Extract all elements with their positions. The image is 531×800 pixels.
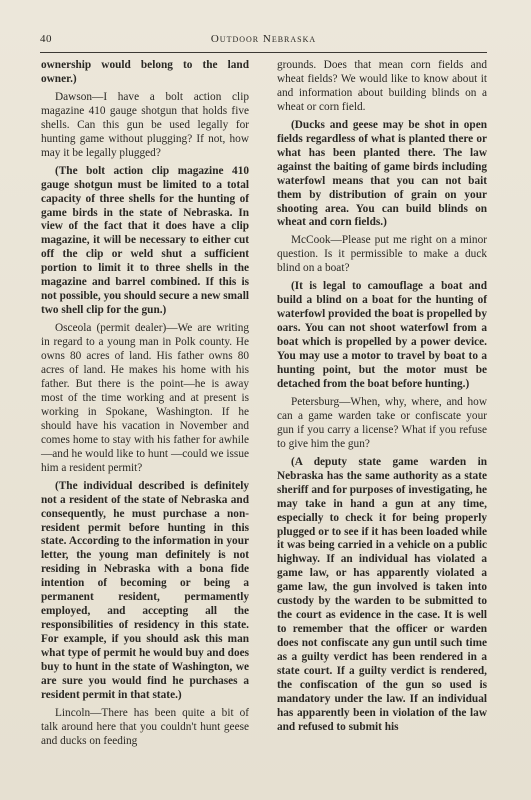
reader-question: Osceola (permit dealer)—We are writing in regard to a young man in Polk county. He owns 80 acres of land. His father owns 80 acres of land. He makes his home with his father. But there is the point—he is away most of the time working and at present is working in Spokane, Washington. If he should have his vacation in November and comes home to stay with his father for awhile—and he would like to hunt —could we issue him a resident permit? <box>41 322 249 474</box>
reader-question: Petersburg—When, why, where, and how can a game warden take or confiscate your gun if you carry a license? What if you refuse to give him the gun? <box>277 395 487 450</box>
left-column <box>41 59 249 749</box>
editor-answer: (The bolt action clip magazine 410 gauge shotgun must be limited to a total capacity of three shells for the hunting of game birds in the state of Nebraska. In view of the fact that it does have a clip magazine, it will be necessary to either cut off the clip or weld shut a sufficient portion to limit it to three shells in the magazine and barrel combined. If this is not possible, you should secure a new small two shell clip for the gun.) <box>41 164 249 317</box>
reader-question: Dawson—I have a bolt action clip magazine 410 gauge shotgun that holds five shells. Can this gun be used legally for hunting game without plugging? If not, how may it be legally plugged? <box>41 90 249 159</box>
page-header <box>40 33 487 51</box>
running-title: Outdoor Nebraska <box>210 33 317 45</box>
editor-answer: (The individual described is definitely not a resident of the state of Nebraska and consequently, he must purchase a non-resident permit before hunting in this state. According to the information in your letter, the young man definitely is not residing in Nebraska with a bona fide intention of becoming or being a permanent resident, permamently employed, and accepting all the responsibilities of residency in this state. For example, if you should ask this man what type of permit he would buy and does buy to hunt in the state of Washington, we are sure you would find he purchases a resident permit in that state.) <box>41 479 249 701</box>
reader-question: Lincoln—There has been quite a bit of talk around here that you couldn't hunt geese and ducks on feeding <box>41 706 249 747</box>
reader-question: grounds. Does that mean corn fields and wheat fields? We would like to know about it and information about building blinds on a wheat or corn field. <box>277 59 487 113</box>
right-column <box>277 59 487 735</box>
editor-answer: (Ducks and geese may be shot in open fields regardless of what is planted there or what has been planted there. The law against the baiting of game birds including waterfowl means that you can not bait them by distribution of grain on your shooting area. You can build blinds on wheat and corn fields.) <box>277 118 487 229</box>
header-rule <box>40 52 487 53</box>
editor-answer: ownership would belong to the land owner.) <box>41 59 249 85</box>
editor-answer: (It is legal to camouflage a boat and build a blind on a boat for the hunting of waterfowl provided the boat is propelled by oars. You can not shoot waterfowl from a boat which is propelled by a power device. You may use a motor to travel by boat to a hunting point, but the motor must be detached from the boat before hunting.) <box>277 280 487 390</box>
page-number: 40 <box>40 33 52 45</box>
editor-answer: (A deputy state game warden in Nebraska has the same authority as a state sheriff and for purposes of investigating, he may take in hand a gun at any time, especially to check it for being properly plugged or to see if it has been loaded while it was being carried in a vehicle on a public highway. If an individual has violated a game law, or has apparently violated a game law, the gun involved is taken into custody by the warden to be submitted to the court as evidence in the case. It is well to remember that the officer or warden does not confiscate any gun until such time as a guilty verdict has been rendered in a state court. If a guilty verdict is rendered, the confiscation of the gun so used is mandatory under the law. If an individual has apparently been in violation of the law and refused to submit his <box>277 455 487 733</box>
reader-question: McCook—Please put me right on a minor question. Is it permissible to make a duck blind on a boat? <box>277 234 487 275</box>
